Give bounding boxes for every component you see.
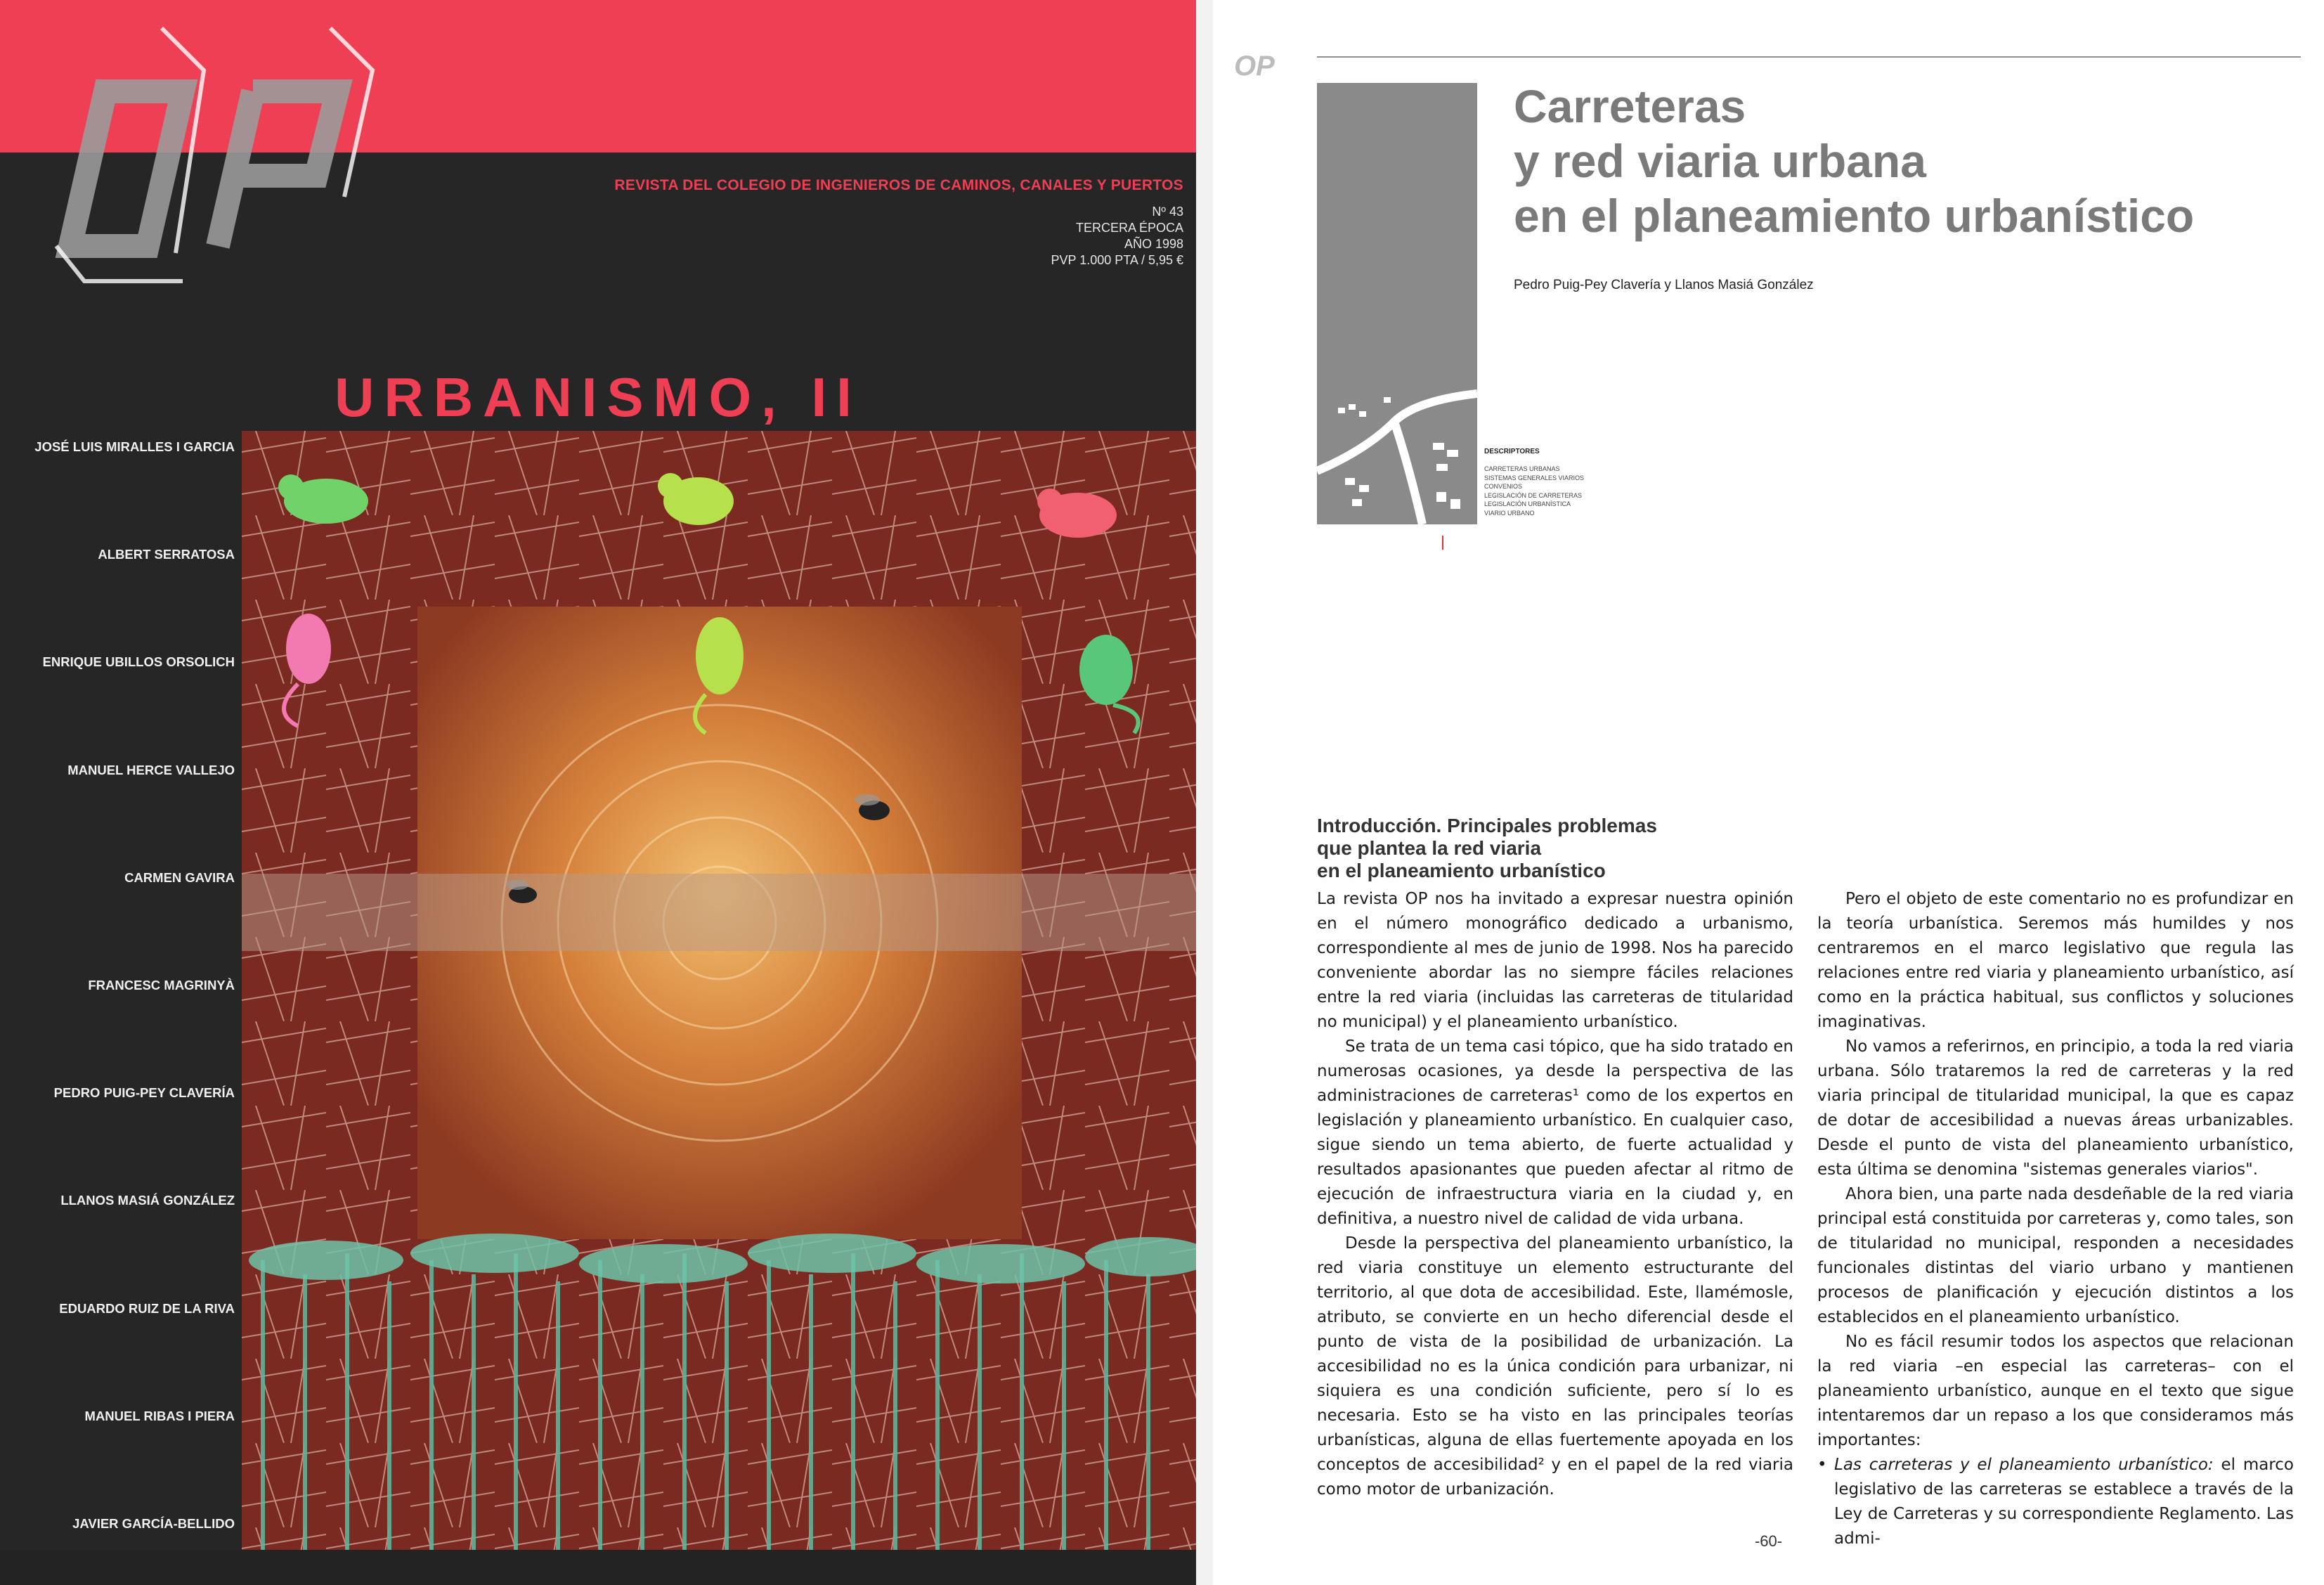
descriptor-item: LEGISLACIÓN DE CARRETERAS [1484, 491, 1583, 499]
author-name: CARMEN GAVIRA [124, 870, 235, 885]
paragraph: La revista OP nos ha invitado a expresar nuestra opinión en el número monográfico dedicado a urbanismo, correspondiente al mes de junio de 1998. Nos ha parecido conveniente abordar las no siempre fáciles relaciones entre la red viaria (incluidas las carreteras de titularidad no municipal) y el planeamiento urbanístico. [1317, 890, 1793, 1031]
author-name: PEDRO PUIG-PEY CLAVERÍA [53, 1085, 235, 1100]
magazine-subtitle: REVISTA DEL COLEGIO DE INGENIEROS DE CAMINOS, CANALES Y PUERTOS [614, 177, 1183, 193]
cover-collage-image [242, 431, 1196, 1550]
paragraph: Ahora bien, una parte nada desdeñable de la red viaria principal está constituida por carreteras y, como tales, son de titularidad no municipal, responden a necesidades funcionales distintas del viario urbano y mantienen procesos de planificación y ejecución distintos a los establecidos en el planeamiento urbanístico. [1817, 1185, 2294, 1326]
page-logo: OP [1234, 51, 1275, 82]
article-page [1213, 0, 2324, 1585]
cover-bottom-strip [0, 1550, 1196, 1585]
cover-title: URBANISMO, II [335, 366, 862, 428]
descriptor-item: SISTEMAS GENERALES VIARIOS [1484, 474, 1585, 481]
section-heading [1317, 815, 1781, 882]
issue-price: PVP 1.000 PTA / 5,95 € [1051, 253, 1183, 267]
article-title-line: y red viaria urbana [1514, 135, 1926, 187]
descriptor-item: LEGISLACIÓN URBANÍSTICA [1484, 500, 1571, 507]
paragraph: Pero el objeto de este comentario no es profundizar en la teoría urbanística. Seremos más humildes y nos centraremos en el marco legislativo que regula las relaciones entre red viaria y planeamiento urbanístico, así como en la práctica habitual, sus conflictos y soluciones imaginativas. [1817, 890, 2294, 1031]
author-name: FRANCESC MAGRINYÀ [88, 978, 235, 992]
section-heading-line: Introducción. Principales problemas [1317, 815, 1657, 836]
descriptor-item: VIARIO URBANO [1484, 509, 1535, 517]
paragraph: No vamos a referirnos, en principio, a toda la red viaria urbana. Sólo trataremos la red de carreteras y la red viaria principal de titularidad municipal, la que es capaz de dotar de accesibilidad a nuevas áreas urbanizables. Desde el punto de vista del planeamiento urbanístico, esta última se denomina "sistemas generales viarios". [1817, 1037, 2294, 1179]
article-title [1514, 79, 2194, 243]
author-name: JAVIER GARCÍA-BELLIDO [72, 1516, 235, 1531]
issue-year: AÑO 1998 [1124, 237, 1183, 251]
article-title-line: Carreteras [1514, 80, 1746, 132]
article-title-line: en el planeamiento urbanístico [1514, 190, 2195, 242]
author-name: MANUEL HERCE VALLEJO [67, 763, 235, 777]
issue-info [1051, 204, 1183, 269]
text-column-left [1317, 887, 1793, 1502]
bullet-body: el marco legislativo de las carreteras se establece a través de la Ley de Carreteras y su correspondiente Reglamento. Las admi- [1834, 1456, 2294, 1548]
paragraph: Desde la perspectiva del planeamiento urbanístico, la red viaria constituye un elemento estructurante del territorio, al que dota de accesibilidad. Este, llamémosle, atributo, se convierte en un hecho diferencial desde el punto de vista de la posibilidad de urbanización. La accesibilidad no es la única condición para urbanizar, ni siquiera es una condición suficiente, pero sí lo es necesaria. Esto se ha visto en las principales teorías urbanísticas, alguna de ellas fuertemente apoyada en los conceptos de accesibilidad² y en el papel de la red viaria como motor de urbanización. [1317, 1234, 1793, 1499]
paragraph: No es fácil resumir todos los aspectos que relacionan la red viaria –en especial las carreteras– con el planeamiento urbanístico, aunque en el texto que sigue intentaremos dar un repaso a los que consideramos más importantes: [1817, 1333, 2294, 1449]
issue-number: Nº 43 [1152, 205, 1183, 219]
page-number: -60- [1754, 1532, 1783, 1550]
author-name: ENRIQUE UBILLOS ORSOLICH [42, 654, 235, 669]
spread-gutter [1196, 0, 1213, 1585]
author-name: ALBERT SERRATOSA [98, 547, 235, 562]
op-logo [42, 14, 422, 309]
author-name: MANUEL RIBAS I PIERA [84, 1409, 235, 1423]
issue-epoch: TERCERA ÉPOCA [1075, 221, 1183, 235]
text-column-right [1817, 887, 2294, 1551]
descriptors-list [1484, 465, 1584, 517]
bullet-italic-lead: Las carreteras y el planeamiento urbanístico: [1834, 1456, 2214, 1474]
author-name: LLANOS MASIÁ GONZÁLEZ [60, 1193, 235, 1208]
top-rule [1317, 56, 2301, 58]
descriptor-item: CONVENIOS [1484, 483, 1523, 490]
red-mark [1442, 536, 1443, 550]
descriptor-item: CARRETERAS URBANAS [1484, 465, 1560, 472]
descriptors-heading: DESCRIPTORES [1484, 448, 1540, 455]
author-name: JOSÉ LUIS MIRALLES I GARCIA [34, 439, 235, 454]
section-heading-line: que plantea la red viaria [1317, 837, 1542, 859]
street-map-icon [1317, 380, 1477, 524]
paragraph: Se trata de un tema casi tópico, que ha sido tratado en numerosas ocasiones, ya desde la perspectiva de las administraciones de carreteras¹ como de los expertos en legislación y planeamiento urbanístico. En cualquier caso, sigue siendo un tema abierto, de fuerte actualidad y resultados apasionantes que pueden afectar al ritmo de ejecución de infraestructura viaria en la ciudad y, en definitiva, a nuestro nivel de calidad de vida urbana. [1317, 1037, 1793, 1228]
author-name: EDUARDO RUIZ DE LA RIVA [59, 1301, 235, 1316]
section-heading-line: en el planeamiento urbanístico [1317, 860, 1606, 881]
bullet-dot-icon: • [1817, 1456, 1827, 1474]
article-byline: Pedro Puig-Pey Clavería y Llanos Masiá González [1514, 278, 1814, 292]
